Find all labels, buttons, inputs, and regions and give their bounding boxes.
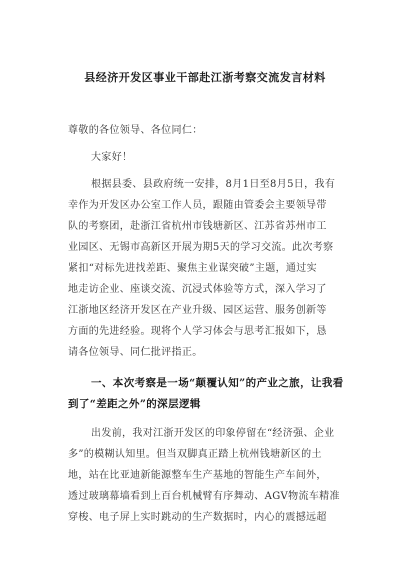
document-title: 县经济开发区事业干部赴江浙考察交流发言材料: [84, 71, 326, 84]
paragraph-1-line-3: 队的考察团，赴浙江省杭州市钱塘新区、江苏省苏州市工: [68, 221, 327, 232]
greeting: 大家好！: [91, 152, 133, 163]
section-1-heading-line-2: 到了“差距之外”的深层逻辑: [68, 398, 201, 410]
paragraph-1-line-7: 江浙地区经济开发区在产业升级、园区运营、服务创新等: [68, 305, 327, 316]
paragraph-1-line-6: 地走访企业、座谈交流、沉浸式体验等方式，深入学习了: [68, 284, 327, 295]
paragraph-1-line-9: 请各位领导、同仁批评指正。: [68, 347, 203, 358]
paragraph-1-line-1: 根据县委、县政府统一安排，8月1日至8月5日，我有: [91, 179, 336, 190]
section-1-heading-line-1: 一、本次考察是一场“颠覆认知”的产业之旅，让我看: [91, 377, 344, 389]
paragraph-2-line-5: 穿梭、电子屏上实时跳动的生产数据时，内心的震撼远超: [68, 512, 327, 523]
paragraph-2-line-4: 透过玻璃幕墙看到上百台机械臂有序舞动、AGV物流车精准: [68, 491, 340, 502]
paragraph-2-line-2: 多”的模糊认知里。但当双脚真正踏上杭州钱塘新区的土: [68, 449, 322, 460]
salutation: 尊敬的各位领导、各位同仁：: [68, 125, 203, 136]
paragraph-1-line-4: 业园区、无锡市高新区开展为期5天的学习交流。此次考察: [68, 242, 334, 253]
paragraph-2-line-3: 地，站在比亚迪新能源整车生产基地的智能生产车间外，: [68, 470, 327, 481]
paragraph-1-line-5: 紧扣“对标先进找差距、聚焦主业谋突破”主题，通过实: [68, 263, 317, 274]
paragraph-1-line-8: 方面的先进经验。现将个人学习体会与思考汇报如下，恳: [68, 326, 327, 337]
paragraph-2-line-1: 出发前，我对江浙开发区的印象停留在“经济强、企业: [91, 428, 335, 439]
paragraph-1-line-2: 幸作为开发区办公室工作人员，跟随由管委会主要领导带: [68, 200, 327, 211]
